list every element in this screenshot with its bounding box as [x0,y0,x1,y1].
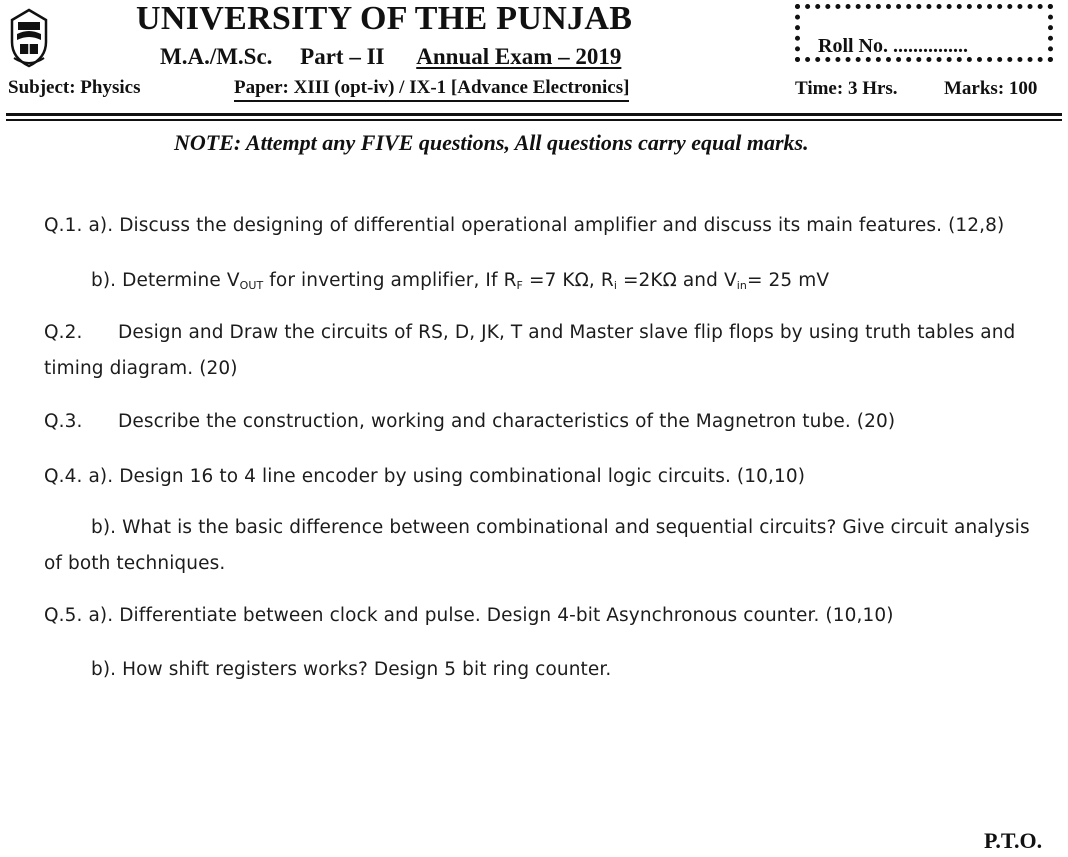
exam-note: NOTE: Attempt any FIVE questions, All questions carry equal marks. [174,130,809,155]
time-label: Time: 3 Hrs. [795,78,898,99]
question-4a: Q.4. a). Design 16 to 4 line encoder by using combinational logic circuits. (10,10) [44,466,806,487]
annual-exam-label: Annual Exam – 2019 [416,44,622,69]
exam-info-line [160,44,621,70]
marks-label: Marks: 100 [944,78,1038,99]
header-divider-thin [6,119,1062,121]
question-1a: Q.1. a). Discuss the designing of differential operational amplifier and discuss its main features. (12,8) [44,215,1005,236]
question-4b-line2: of both techniques. [44,553,226,574]
q1b-text-3: =7 KΩ, R [522,270,614,291]
degree-label: M.A./M.Sc. [160,44,273,69]
question-1b [91,270,829,292]
header-divider-thick [6,113,1062,116]
question-3-text: Describe the construction, working and characteristics of the Magnetron tube. (20) [118,411,896,432]
roll-number-field[interactable]: Roll No. ............... [818,35,968,57]
question-2-number: Q.2. [44,322,83,343]
q1b-sub-ri: i [613,279,617,292]
subject-label: Subject: Physics [8,77,141,98]
part-label: Part – II [300,44,385,69]
question-5a: Q.5. a). Differentiate between clock and pulse. Design 4-bit Asynchronous counter. (10,10) [44,605,894,626]
q1b-text-2: for inverting amplifier, If R [263,270,517,291]
question-4b-line1: b). What is the basic difference between combinational and sequential circuits? Give circuit analysis [91,517,1030,538]
q1b-sub-vin: in [736,279,747,292]
paper-label: Paper: XIII (opt-iv) / IX-1 [Advance Electronics] [234,77,629,102]
university-title: UNIVERSITY OF THE PUNJAB [136,0,633,37]
question-2-line2: timing diagram. (20) [44,358,238,379]
question-2-line1: Design and Draw the circuits of RS, D, JK, T and Master slave flip flops by using truth tables and [118,322,1016,343]
university-crest-logo [8,8,50,68]
question-5b: b). How shift registers works? Design 5 bit ring counter. [91,659,612,680]
q1b-text-4: =2KΩ and V [616,270,737,291]
q1b-sub-rf: F [516,279,523,292]
q1b-sub-vout: OUT [239,279,264,292]
q1b-text-5: = 25 mV [746,270,830,291]
question-3-number: Q.3. [44,411,83,432]
q1b-text-1: b). Determine V [91,270,240,291]
please-turn-over: P.T.O. [984,828,1043,853]
